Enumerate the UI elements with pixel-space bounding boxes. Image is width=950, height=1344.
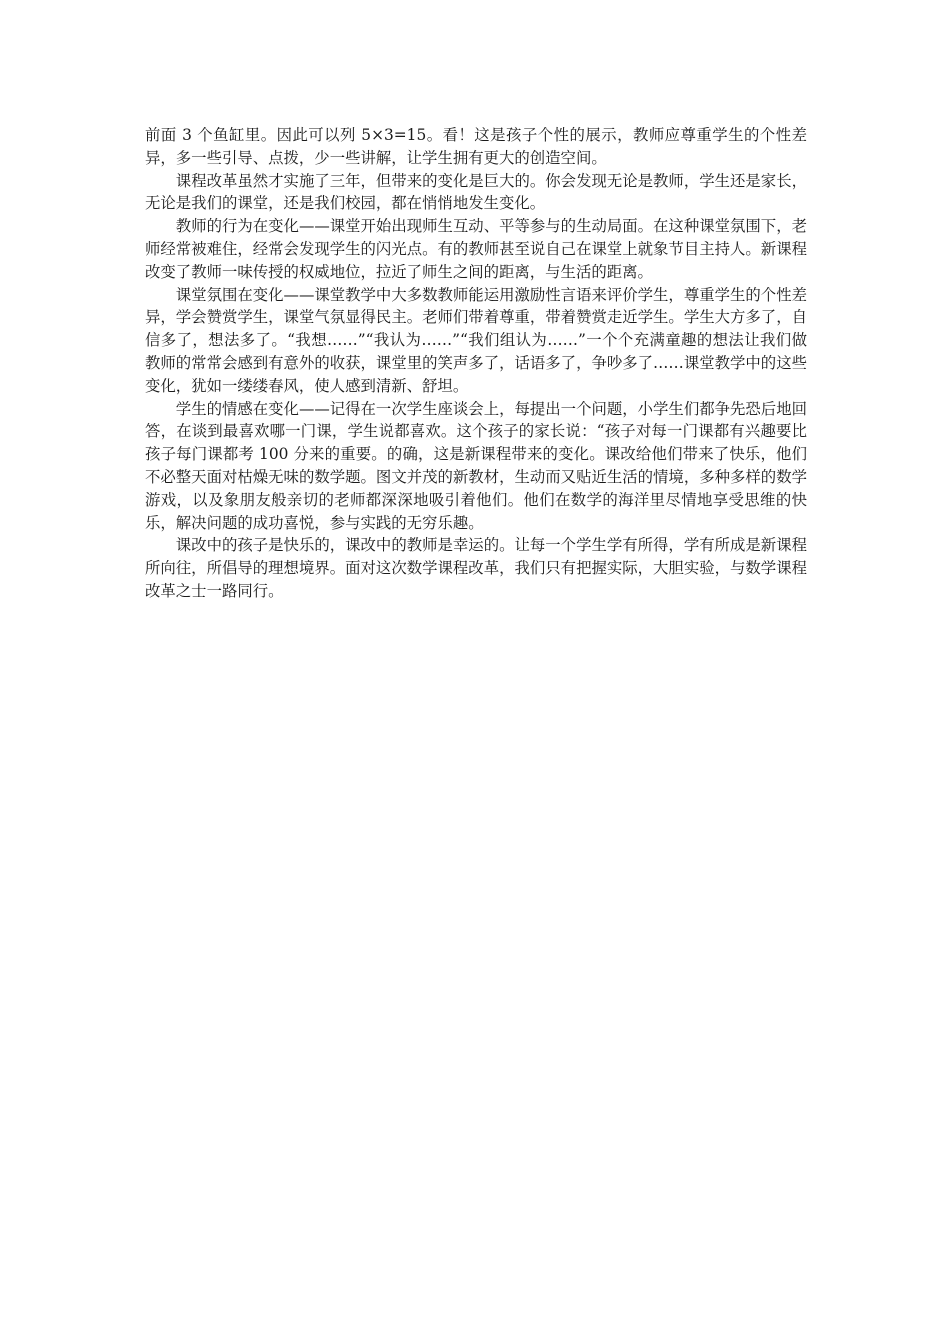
paragraph-student-emotion: 学生的情感在变化——记得在一次学生座谈会上，每提出一个问题，小学生们都争先恐后地回答，在谈到最喜欢哪一门课，学生说都喜欢。这个孩子的家长说：“孩子对每一门课都有兴趣要比孩子每门课都考 100 分来的重要。的确，这是新课程带来的变化。课改给他们带来了快乐，他们不必整天面对枯燥无味的数学题。图文并茂的新教材，生动而又贴近生活的情境，多种多样的数学游戏，以及象朋友般亲切的老师都深深地吸引着他们。他们在数学的海洋里尽情地享受思维的快乐，解决问题的成功喜悦，参与实践的无穷乐趣。 (145, 399, 807, 532)
paragraph-continued: 前面 3 个鱼缸里。因此可以列 5×3=15。看！这是孩子个性的展示，教师应尊重学生的个性差异，多一些引导、点拨，少一些讲解，让学生拥有更大的创造空间。 (145, 126, 807, 167)
document-body (145, 124, 807, 603)
paragraph-teacher-behavior: 教师的行为在变化——课堂开始出现师生互动、平等参与的生动局面。在这种课堂氛围下，老师经常被难住，经常会发现学生的闪光点。有的教师甚至说自己在课堂上就象节目主持人。新课程改变了教师一味传授的权威地位，拉近了师生之间的距离，与生活的距离。 (145, 217, 807, 281)
paragraph-conclusion: 课改中的孩子是快乐的，课改中的教师是幸运的。让每一个学生学有所得，学有所成是新课程所向往，所倡导的理想境界。面对这次数学课程改革，我们只有把握实际，大胆实验，与数学课程改革之士一路同行。 (145, 536, 807, 600)
paragraph-reform-changes: 课程改革虽然才实施了三年，但带来的变化是巨大的。你会发现无论是教师，学生还是家长，无论是我们的课堂，还是我们校园，都在悄悄地发生变化。 (145, 171, 807, 213)
paragraph-classroom-atmosphere: 课堂氛围在变化——课堂教学中大多数教师能运用激励性言语来评价学生，尊重学生的个性差异，学会赞赏学生，课堂气氛显得民主。老师们带着尊重，带着赞赏走近学生。学生大方多了，自信多了，想法多了。“我想……”“我认为……”“我们组认为……”一个个充满童趣的想法让我们做教师的常常会感到有意外的收获，课堂里的笑声多了，话语多了，争吵多了……课堂教学中的这些变化，犹如一缕缕春风，使人感到清新、舒坦。 (145, 285, 807, 395)
